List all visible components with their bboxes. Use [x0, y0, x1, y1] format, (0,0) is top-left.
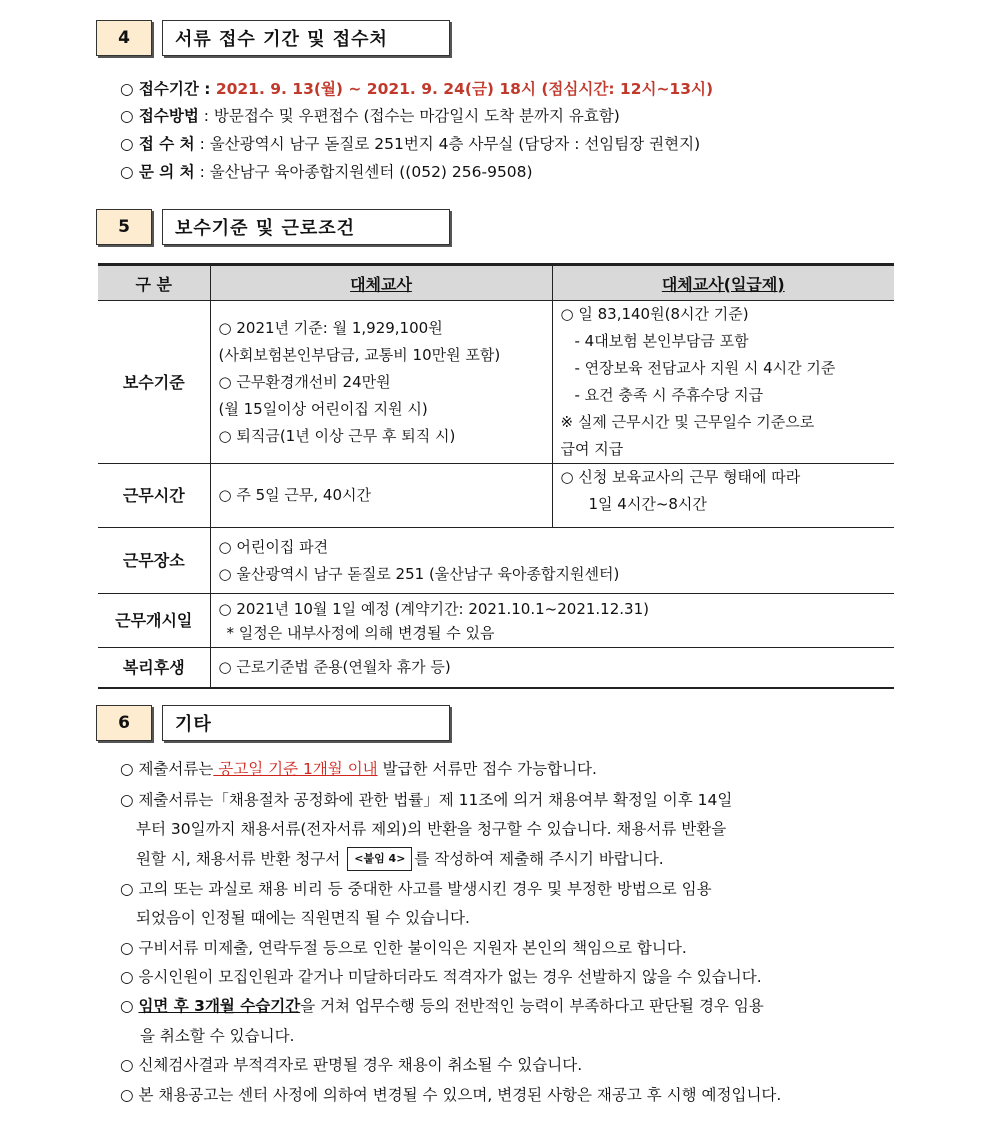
cell-line: ○ 2021년 10월 1일 예정 (계약기간: 2021.10.1~2021.12.31) — [218, 599, 649, 618]
note-5: ○ 응시인원이 모집인원과 같거나 미달하더라도 적격자가 없는 경우 선발하지 않을 수 있습니다. — [120, 968, 762, 986]
work-place-cell — [210, 528, 894, 594]
note-6 — [120, 996, 764, 1016]
table-row — [98, 594, 894, 648]
note-text: 을 거쳐 업무수행 등의 전반적인 능력이 부족하다고 판단될 경우 임용 — [300, 997, 764, 1015]
note-6b: 을 취소할 수 있습니다. — [140, 1027, 295, 1045]
table-row — [98, 301, 894, 464]
header-category: 구 분 — [98, 265, 210, 301]
note-1 — [120, 759, 597, 779]
table-row — [98, 648, 894, 688]
note-text: ○ 제출서류는 — [120, 760, 214, 778]
cell-line: (사회보험본인부담금, 교통비 10만원 포함) — [218, 345, 501, 364]
cell-line: - 4대보험 본인부담금 포함 — [574, 332, 749, 350]
cell-line: 1일 4시간~8시간 — [588, 495, 707, 513]
place-label: ○ 접 수 처 — [120, 135, 195, 153]
place-line — [120, 134, 700, 154]
note-3b: 되었음이 인정될 때에는 직원면직 될 수 있습니다. — [136, 909, 470, 927]
period-label: ○ 접수기간 : — [120, 80, 216, 98]
table-row — [98, 464, 894, 528]
attachment-tag: <붙임 4> — [347, 847, 412, 871]
pay-substitute-cell — [210, 301, 552, 464]
cell-line: ○ 어린이집 파견 — [218, 537, 329, 556]
cell-line: ○ 울산광역시 남구 돋질로 251 (울산남구 육아종합지원센터) — [218, 564, 620, 583]
row-label: 복리후생 — [98, 648, 210, 688]
method-value: : 방문접수 및 우편접수 (접수는 마감일시 도착 분까지 유효함) — [198, 107, 620, 125]
method-label: ○ 접수방법 — [120, 107, 199, 125]
note-2b: 부터 30일까지 채용서류(전자서류 제외)의 반환을 청구할 수 있습니다. 채용서류 반환을 — [136, 820, 727, 838]
cell-line: 급여 지급 — [560, 440, 624, 458]
note-7: ○ 신체검사결과 부적격자로 판명될 경우 채용이 취소될 수 있습니다. — [120, 1056, 583, 1074]
start-date-cell — [210, 594, 894, 648]
note-text: 를 작성하여 제출해 주시기 바랍니다. — [414, 850, 664, 868]
header-daily-substitute: 대체교사(일급제) — [552, 265, 894, 301]
note-highlight: 공고일 기준 1개월 이내 — [213, 760, 378, 778]
note-emphasis: 임면 후 3개월 수습기간 — [138, 997, 301, 1015]
note-text: ○ — [120, 997, 139, 1015]
note-2a: ○ 제출서류는「채용절차 공정화에 관한 법률」제 11조에 의거 채용여부 확정일 이후 14일 — [120, 791, 733, 809]
cell-line: ○ 퇴직금(1년 이상 근무 후 퇴직 시) — [218, 426, 456, 445]
table-header-row — [98, 265, 894, 301]
period-line — [120, 79, 713, 99]
hours-substitute-cell: ○ 주 5일 근무, 40시간 — [210, 464, 552, 528]
note-4: ○ 구비서류 미제출, 연락두절 등으로 인한 불이익은 지원자 본인의 책임으로 합니다. — [120, 939, 687, 957]
row-label: 근무개시일 — [98, 594, 210, 648]
cell-line: - 연장보육 전담교사 지원 시 4시간 기준 — [574, 359, 836, 377]
header-substitute: 대체교사 — [210, 265, 552, 301]
cell-line: ○ 신청 보육교사의 근무 형태에 따라 — [560, 468, 801, 486]
note-3a: ○ 고의 또는 과실로 채용 비리 등 중대한 사고를 발생시킨 경우 및 부정한 방법으로 임용 — [120, 880, 712, 898]
section-number: 4 — [96, 20, 152, 56]
conditions-table — [98, 263, 894, 689]
contact-value: : 울산남구 육아종합지원센터 ((052) 256-9508) — [194, 163, 533, 181]
section-title: 기타 — [162, 705, 450, 741]
note-2c — [136, 849, 664, 873]
contact-line — [120, 162, 533, 182]
note-text: 발급한 서류만 접수 가능합니다. — [377, 760, 597, 778]
pay-daily-cell — [552, 301, 894, 464]
place-value: : 울산광역시 남구 돋질로 251번지 4층 사무실 (담당자 : 선임팀장 권현지) — [194, 135, 701, 153]
section-number: 6 — [96, 705, 152, 741]
cell-line: (월 15일이상 어린이집 지원 시) — [218, 399, 428, 418]
contact-label: ○ 문 의 처 — [120, 163, 195, 181]
table-row — [98, 528, 894, 594]
cell-line: ○ 일 83,140원(8시간 기준) — [560, 305, 749, 323]
row-label: 보수기준 — [98, 301, 210, 464]
cell-line: * 일정은 내부사정에 의해 변경될 수 있음 — [226, 623, 495, 642]
section-number: 5 — [96, 209, 152, 245]
row-label: 근무시간 — [98, 464, 210, 528]
cell-line: ○ 2021년 기준: 월 1,929,100원 — [218, 318, 443, 337]
hours-daily-cell — [552, 464, 894, 528]
row-label: 근무장소 — [98, 528, 210, 594]
note-8: ○ 본 채용공고는 센터 사정에 의하여 변경될 수 있으며, 변경된 사항은 재공고 후 시행 예정입니다. — [120, 1086, 782, 1104]
method-line — [120, 106, 620, 126]
cell-line: - 요건 충족 시 주휴수당 지급 — [574, 386, 764, 404]
welfare-cell: ○ 근로기준법 준용(연월차 휴가 등) — [210, 648, 894, 688]
period-value: 2021. 9. 13(월) ~ 2021. 9. 24(금) 18시 (점심시간: 12시~13시) — [215, 80, 714, 98]
section-title: 서류 접수 기간 및 접수처 — [162, 20, 450, 56]
note-text: 원할 시, 채용서류 반환 청구서 — [136, 850, 341, 868]
cell-line: ※ 실제 근무시간 및 근무일수 기준으로 — [560, 413, 815, 431]
cell-line: ○ 근무환경개선비 24만원 — [218, 372, 391, 391]
section-title: 보수기준 및 근로조건 — [162, 209, 450, 245]
